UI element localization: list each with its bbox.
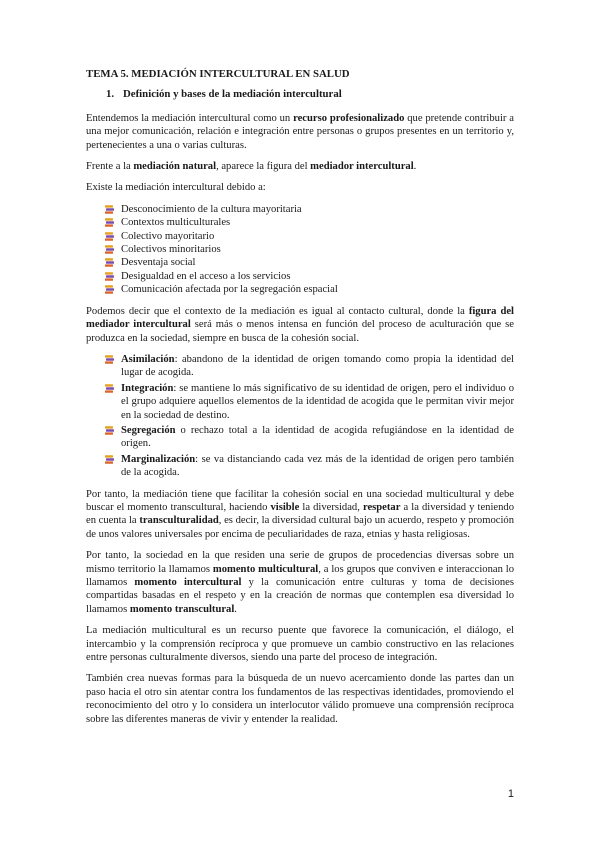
book-stack-icon xyxy=(104,454,115,465)
paragraph-definition: Entendemos la mediación intercultural como un recurso profesionalizado que pretende contribuir a una mejor comunicación, relación e integración entre personas o grupos presentes en un territorio y, pertenecientes a una o varias culturas. xyxy=(86,112,514,151)
list-item: Integración: se mantiene lo más significativo de su identidad de origen, pero el individuo o el grupo adquiere aquellos elementos de la identidad de acogida que le permitan vivir mejor en la sociedad de destino. xyxy=(86,382,514,422)
paragraph-causes-intro: Existe la mediación intercultural debido a: xyxy=(86,182,266,194)
section-title: Definición y bases de la mediación intercultural xyxy=(123,88,342,101)
book-stack-icon xyxy=(104,257,115,268)
list-item: Segregación o rechazo total a la identidad de acogida refugiándose en la identidad de origen. xyxy=(86,424,514,451)
book-stack-icon xyxy=(104,284,115,295)
book-stack-icon xyxy=(104,271,115,282)
book-stack-icon xyxy=(104,217,115,228)
paragraph-context: Podemos decir que el contexto de la mediación es igual al contacto cultural, donde la figura del mediador intercultural será más o menos intensa en función del proceso de aculturación que se produzca en la sociedad, siempre en busca de la cohesión social. xyxy=(86,305,515,344)
book-stack-icon xyxy=(104,383,115,394)
list-item: Contextos multiculturales xyxy=(86,216,514,229)
page-number: 1 xyxy=(507,788,514,800)
document-body xyxy=(86,68,514,734)
causes-list xyxy=(86,203,514,297)
list-item: Colectivos minoritarios xyxy=(86,243,514,256)
book-stack-icon xyxy=(104,425,115,436)
paragraph-moments: Por tanto, la sociedad en la que residen una serie de grupos de procedencias diversas sobre un mismo territorio la llamamos momento multicultural, a los grupos que conviven e interaccionan lo llamamos momento intercultural y la comunicación entre culturas y toma de decisiones compartidas basadas en el respeto y en la creación de normas que contemplen esa diversidad lo llamamos momento transcultural. xyxy=(86,550,514,615)
section-heading xyxy=(106,88,514,101)
book-stack-icon xyxy=(104,204,115,215)
section-number: 1. xyxy=(106,88,115,101)
book-stack-icon xyxy=(104,244,115,255)
list-item: Desventaja social xyxy=(86,256,514,269)
list-item: Colectivo mayoritario xyxy=(86,230,514,243)
paragraph-new-forms: También crea nuevas formas para la búsqueda de un nuevo acercamiento donde las partes dan un paso hacia el otro sin atentar contra los fundamentos de las respectivas identidades, promoviendo el reconocimiento del otro y lo considera un interlocutor válido promueve una comprensión recíproca sobre las diferentes maneras de vivir y entender la realidad. xyxy=(86,673,514,725)
book-stack-icon xyxy=(104,231,115,242)
list-item: Desconocimiento de la cultura mayoritaria xyxy=(86,203,514,216)
paragraph-mediator-figure: Frente a la mediación natural, aparece la figura del mediador intercultural. xyxy=(86,161,417,173)
acculturation-list xyxy=(86,353,514,480)
book-stack-icon xyxy=(104,354,115,365)
list-item: Marginalización: se va distanciando cada vez más de la identidad de origen pero también de la acogida. xyxy=(86,453,514,480)
list-item: Desigualdad en el acceso a los servicios xyxy=(86,270,514,283)
paragraph-bridge: La mediación multicultural es un recurso puente que favorece la comunicación, el diálogo, el intercambio y la comprensión recíproca y que promueve un cambio constructivo en las relaciones entre personas culturalmente diversos, siendo una parte del proceso de integración. xyxy=(86,625,514,664)
list-item: Asimilación: abandono de la identidad de origen tomando como propia la identidad del lugar de acogida. xyxy=(86,353,514,380)
list-item: Comunicación afectada por la segregación espacial xyxy=(86,283,514,296)
paragraph-cohesion: Por tanto, la mediación tiene que facilitar la cohesión social en una sociedad multicultural y debe buscar el momento transcultural, haciendo visible la diversidad, respetar a la diversidad y teniendo en cuenta la transculturalidad, es decir, la diversidad cultural bajo un acuerdo, respeto y promoción de unos valores universales por encima de peculiaridades de raza, etnias y hasta religiosas. xyxy=(86,488,515,540)
document-title: TEMA 5. MEDIACIÓN INTERCULTURAL EN SALUD xyxy=(86,68,350,80)
